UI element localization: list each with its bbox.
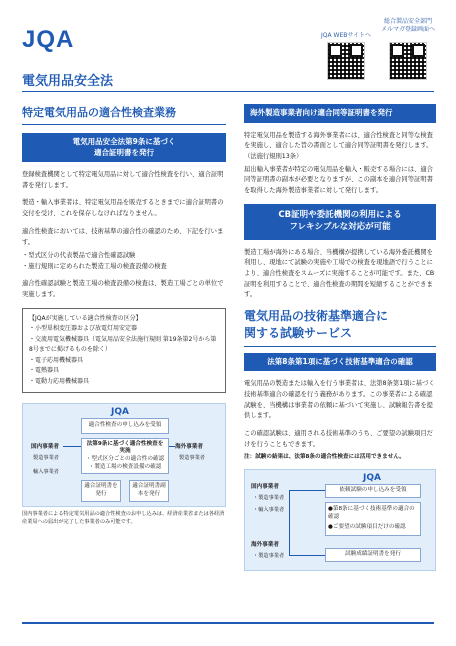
rdiagram-domestic-sub xyxy=(253,494,284,515)
diagram-inspect-sub2: ・製造工場の検査設備の確認 xyxy=(88,463,162,470)
right-para1: 特定電気用品を製造する海外事業者には、適合性検査と同等な検査を実施し、適合した旨の書面として適合同等証明書を発行します。（法施行規則13条） xyxy=(244,131,433,160)
rdiagram-domestic-sub2: ・輸入事業者 xyxy=(253,507,285,514)
rdiagram-domestic: 国内事業者 xyxy=(251,484,279,491)
left-box-line2: 適合証明書を発行 xyxy=(94,147,154,157)
note-title: 【JQAが実施している適合性検査の区分】 xyxy=(29,314,142,322)
rdiagram-apply-box xyxy=(325,484,421,498)
list-item: ・交流用電気機械器具（電気用品安全法施行規則 第19条第2号から第8号までに掲げるものを除く） xyxy=(29,335,217,354)
rdiagram-arrow xyxy=(289,490,290,555)
list-item: ・電動力応用機械器具 xyxy=(29,377,90,385)
diagram-domestic: 国内事業者 xyxy=(31,444,59,451)
left-para4: 適合性確認試験と製造工場の検査設備の検査は、製造工場ごとの単位で実施します。 xyxy=(22,280,224,298)
right-heading2-line1: 電気用品の技術基準適合に xyxy=(244,309,389,324)
category-note-box xyxy=(22,308,226,394)
title-band xyxy=(22,62,434,92)
left-para1: 登録検査機関として特定電気用品に対して適合性検査を行い、適合証明書を発行します。 xyxy=(22,171,224,189)
right-para4: 電気用品の製造または輸入を行う事業者は、法第8条第1項に基づく技術基準適合の確認を行う義務があります。この事業者による確認試験を、当機構は事業者の依頼に基づいて実施し、試験報告書を提供します。 xyxy=(244,380,435,420)
list-item: ・電子応用機械器具 xyxy=(29,356,84,364)
diagram-domestic-sub1: 製造事業者 xyxy=(33,455,59,462)
rdiagram-foreign: 海外事業者 xyxy=(251,542,279,549)
rdiagram-report-box xyxy=(325,548,421,562)
footer-line xyxy=(22,622,434,624)
qr-label-newsletter-line1: 総合製品安全部門 xyxy=(383,18,432,25)
right-note: 注：試験の結果は、法第8条の適合性検査には活用できません。 xyxy=(244,453,405,460)
diagram-apply-box xyxy=(81,418,169,434)
diagram-domestic-sub2: 輸入事業者 xyxy=(33,469,59,476)
diagram-cert-box xyxy=(81,480,121,502)
left-diagram xyxy=(22,403,226,507)
diagram-cert-text: 適合証明書を発行 xyxy=(84,483,118,498)
list-item: ・電熱器具 xyxy=(29,367,60,375)
left-blue-box xyxy=(22,133,226,162)
diagram-copy-text: 適合証明書副本を発行 xyxy=(132,483,166,498)
right-para5: この確認試験は、適用される技術基準のうち、ご要望の試験項目だけを行うこともできます。 xyxy=(244,430,433,448)
right-para2: 届出輸入事業者が特定の電気用品を輸入・販売する場合には、適合同等証明書の副本が必要となりますが、この副本を適合同等証明書を取得した海外製造事業者に対して発行します。 xyxy=(244,165,433,195)
diagram-foreign-sub: 製造事業者 xyxy=(179,455,205,462)
left-para2: 製造・輸入事業者は、特定電気用品を販売するときまでに適合証明書の交付を受け、これを保存しなければなりません。 xyxy=(22,199,224,218)
right-heading2 xyxy=(244,308,436,347)
qr-label-newsletter-line2: メルマガ登録画面へ xyxy=(380,26,435,34)
rdiagram-jqa-label: JQA xyxy=(363,473,381,484)
diagram-copy-box xyxy=(129,480,169,502)
right-heading2-line2: 関する試験サービス xyxy=(244,326,353,341)
list-item: ・施行規則に定められた製造工場の検査設備の検査 xyxy=(22,263,167,271)
rdiagram-apply-text: 依頼試験の申し込みを受領 xyxy=(339,487,407,494)
rdiagram-item2: ●ご要望の試験項目だけの確認 xyxy=(328,524,406,531)
rdiagram-foreign-sub: ・製造事業者 xyxy=(253,553,285,560)
left-para3: 適合性検査においては、技術基準の適合性の確認のため、下記を行います。 xyxy=(22,227,224,246)
rdiagram-arrow xyxy=(289,555,325,556)
diagram-inspect-box xyxy=(81,438,169,474)
rdiagram-arrow xyxy=(289,490,325,491)
diagram-foreign: 海外事業者 xyxy=(175,444,203,451)
right-box2-line2: フレキシブルな対応が可能 xyxy=(289,221,391,232)
rdiagram-report-text: 試験成績証明書を発行 xyxy=(345,551,401,558)
rdiagram-domestic-sub1: ・製造事業者 xyxy=(253,495,285,502)
diagram-inspect-sub1: ・型式区分ごとの適合性の確認 xyxy=(85,456,165,463)
left-list xyxy=(22,250,226,272)
right-diagram xyxy=(244,469,436,571)
right-column xyxy=(244,104,436,571)
diagram-jqa-label: JQA xyxy=(111,407,129,418)
right-box1: 海外製造事業者向け適合同等証明書を発行 xyxy=(244,104,436,123)
diagram-arrow xyxy=(169,446,175,447)
right-para3: 製造工場が海外にある場合、当機構が提携している海外委託機関を利用し、現地にて試験の実施や工場での検査を現地語で行うことにより、適合性検査をスムーズに実施することが可能です。また、CB証明を利用することで、適合性検査の期間を短縮することができます。 xyxy=(244,248,435,299)
diagram-inspect-title: 法第9条に基づく適合性検査を実施 xyxy=(86,440,164,455)
list-item: ・型式区分の代表製品で適合性確認試験 xyxy=(22,252,136,260)
diagram-domestic-sub xyxy=(33,454,59,477)
left-footnote-text: 国内事業者による特定電気用品の適合性検査のお申し込みは、経済産業省または各経済産業局への届出が完了した事業者のみ可能です。 xyxy=(22,511,225,525)
right-box2-line1: CB証明や委託機関の利用による xyxy=(278,209,402,220)
left-box-line1: 電気用品安全法第9条に基づく xyxy=(72,137,176,146)
right-box2 xyxy=(244,204,436,240)
diagram-arrow xyxy=(63,446,81,447)
left-column xyxy=(22,104,226,527)
diagram-apply-text: 適合性検査の申し込みを受領 xyxy=(88,422,162,429)
left-heading: 特定電気用品の適合性検査業務 xyxy=(22,104,226,125)
qr-label-website: JQA WEBサイトへ xyxy=(321,32,371,39)
rdiagram-item1: ●第8条に基づく技術基準の適合の確認 xyxy=(328,505,415,520)
logo: JQA xyxy=(22,26,75,53)
list-item: ・小型単相変圧器および放電灯用安定器 xyxy=(29,325,138,333)
right-box3: 法第8条第1項に基づく技術基準適合の確認 xyxy=(244,353,436,372)
page-title: 電気用品安全法 xyxy=(22,74,114,89)
qr-label-newsletter xyxy=(378,18,438,34)
rdiagram-items-box xyxy=(325,502,421,536)
